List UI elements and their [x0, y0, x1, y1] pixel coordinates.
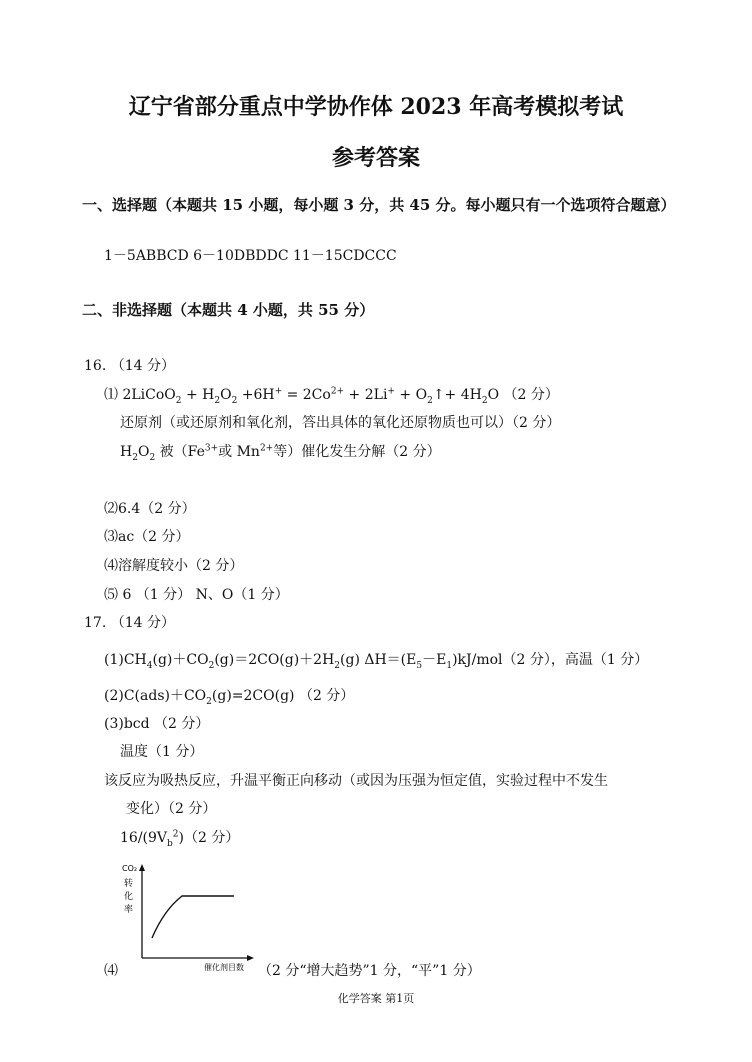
q17-p3-d: $16/(9V_b^2)(2$ 分）: [120, 829, 240, 849]
q16-header: 16. （14 分）: [84, 358, 175, 374]
y-axis-label-char-1: 转: [124, 879, 134, 889]
page-footer: 化学答案 第1页: [337, 992, 415, 1005]
q17-p4-num: ⑷: [104, 963, 118, 979]
x-axis-arrow: [247, 955, 254, 961]
q17-p3-c1: 该反应为吸热反应，升温平衡正向移动（或因为压强为恒定值，实验过程中不发生: [104, 773, 608, 789]
page-subtitle: 参考答案: [331, 145, 420, 171]
q16-p2: ⑵6.4（2 分）: [104, 501, 196, 517]
q17-header: 17. （14 分）: [84, 615, 175, 631]
co2-conversion-graph: [118, 862, 258, 972]
q16-p5: ⑸ 6 （1 分） N、O（1 分）: [104, 587, 289, 603]
page-title: 辽宁省部分重点中学协作体 2023 年高考模拟考试: [128, 94, 624, 120]
q17-p1: $(1)CH_4(g)+CO_2(g)=2CO(g)+2H_2(g)$ $\Delta H=(E_5-E_1)kJ/mol(2$ 分），高温（1 分）: [104, 652, 649, 671]
q16-p1-line1: ⑴ 2LiCoO$_2$ + $H_2O_2 +6H^+ = 2Co^{2+} + 2Li^+$ + $O_2↑+ 4H_2O$ （2 分）: [104, 386, 559, 406]
y-axis-arrow: [139, 864, 145, 871]
q17-p4-text: （2 分“增大趋势”1 分，“平”1 分）: [258, 963, 481, 979]
y-axis-label-top: CO₂: [122, 864, 138, 873]
section2-heading: 二、非选择题（本题共 4 小题，共 55 分）: [82, 301, 375, 319]
x-axis-label: 催化剂目数: [204, 963, 244, 972]
y-axis-label-char-3: 率: [124, 905, 134, 915]
q16-p4: ⑷溶解度较小（2 分）: [104, 558, 244, 574]
section1-heading: 一、选择题（本题共 15 小题，每小题 3 分，共 45 分。每小题只有一个选项符合题意）: [82, 196, 676, 214]
q17-p2: $(2)C(ads)+CO_2(g)=2CO(g)$ （2 分）: [104, 688, 355, 707]
q16-p1-line3: $H_2O_2$ 被（$Fe^{3+}$或 $Mn^{2+}$等）催化发生分解（2 分）: [120, 443, 441, 463]
q16-p1-line2: 还原剂（或还原剂和氧化剂，答出具体的氧化还原物质也可以）（2 分）: [120, 415, 561, 431]
q16-p1-num: ⑴: [104, 387, 118, 403]
q16-p3: ⑶ac（2 分）: [104, 529, 190, 545]
q17-p3: (3)bcd （2 分）: [104, 716, 210, 732]
section1-answers: 1－5ABBCD 6－10DBDDC 11－15CDCCC: [104, 248, 397, 264]
y-axis-label-char-2: 化: [124, 892, 134, 902]
conversion-curve: [152, 896, 234, 938]
q17-p3-b: 温度（1 分）: [120, 744, 204, 760]
q17-p3-c2: 变化）（2 分）: [126, 801, 217, 817]
